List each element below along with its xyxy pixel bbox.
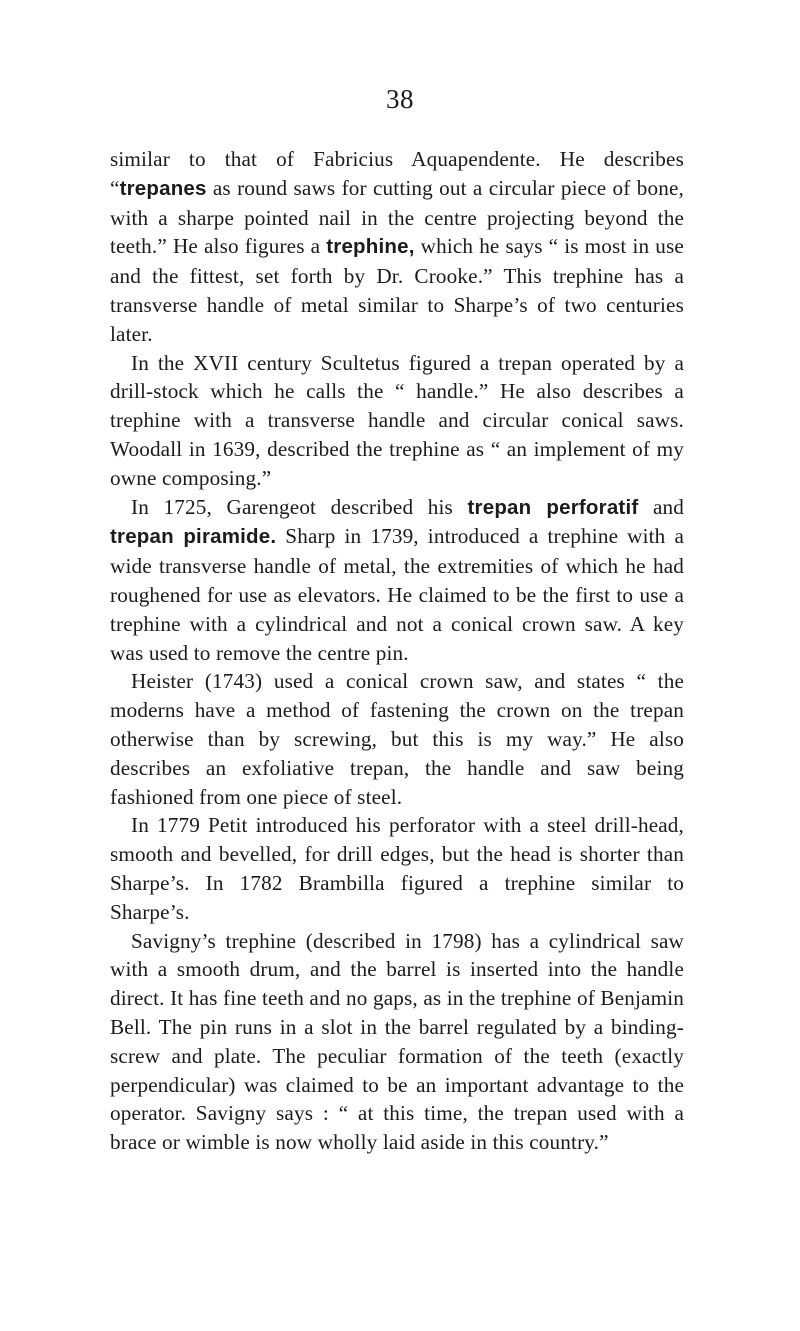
page-number: 38 <box>386 84 414 114</box>
paragraph <box>110 145 684 349</box>
text-span: Sharp in 1739, introduced a trephine with a wide transverse handle of metal, the extremities of which he had roughened for use as elevators. He claimed to be the first to use a trephine with a cylindrical and not a conical crown saw. A key was used to remove the centre pin. <box>110 524 685 665</box>
text-span: Savigny’s trephine (described in 1798) has a cylindrical saw with a smooth drum, and the barrel is inserted into the handle direct. It has fine teeth and no gaps, as in the trephine of Benjamin Bell. The pin runs in a slot in the barrel regulated by a binding-screw and plate. The peculiar formation of the teeth (exactly perpendicular) was claimed to be an important advantage to the operator. Savigny says : “ at this time, the trepan used with a brace or wimble is now wholly laid aside in this country.” <box>110 928 684 1155</box>
bold-term: trephine, <box>326 235 415 259</box>
text-span: similar to that of Fabricius Aquapendente. He describes “ <box>110 147 684 200</box>
text-span: In the XVII century Scultetus figured a trepan operated by a drill-stock which he calls the “ handle.” He also describes a trephine with a transverse handle and circular conical saws. Woodall in 1639, described the trephine as “ an implement of my owne composing.” <box>110 350 684 490</box>
text-span: Heister (1743) used a conical crown saw, and states “ the moderns have a method of fastening the crown on the trepan otherwise than by screwing, but this is my way.” He also describes an exfoliative trepan, the handle and saw being fashioned from one piece of steel. <box>110 669 684 809</box>
text-span: which he says “ is most in use and the fittest, set forth by Dr. Crooke.” This trephine has a transverse handle of metal similar to Sharpe’s of two centuries later. <box>110 234 684 346</box>
paragraph <box>110 349 684 493</box>
text-span: as round saws for cutting out a circular piece of bone, with a sharpe pointed nail in the centre projecting beyond the teeth.” He also figures a <box>110 175 684 259</box>
paragraph <box>110 493 684 668</box>
paragraph <box>110 667 684 811</box>
text-span: In 1725, Garengeot described his <box>131 494 468 519</box>
bold-term: trepan perforatif <box>467 495 639 519</box>
bold-term: trepanes <box>119 176 207 200</box>
bold-term: trepan piramide. <box>110 525 277 549</box>
text-span: and <box>638 494 684 519</box>
paragraph <box>110 811 684 926</box>
body-text <box>110 145 684 1157</box>
text-span: In 1779 Petit introduced his perforator with a steel drill-head, smooth and bevelled, for drill edges, but the head is shorter than Sharpe’s. In 1782 Brambilla figured a trephine similar to Sharpe’s. <box>110 813 684 924</box>
paragraph <box>110 927 684 1157</box>
